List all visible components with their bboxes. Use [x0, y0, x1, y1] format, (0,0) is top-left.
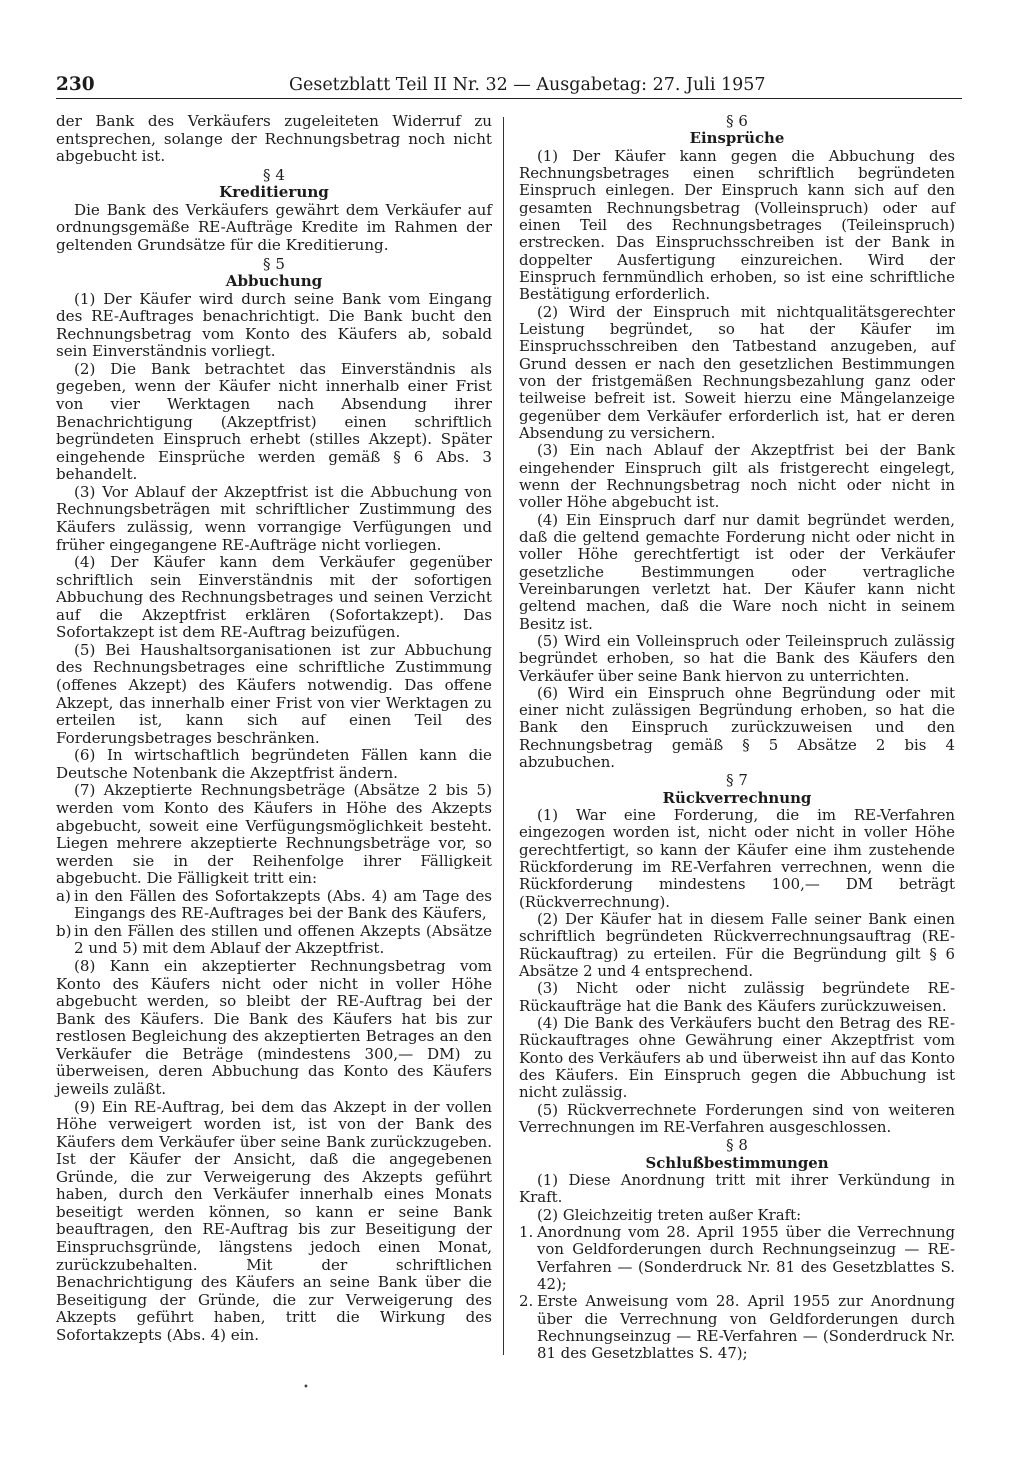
section-6-title: Einsprüche: [689, 129, 785, 148]
list-item: [519, 1293, 955, 1362]
list-item-label: b): [56, 921, 72, 940]
print-mark-dot: •: [303, 1382, 309, 1393]
section-8-number: § 8: [726, 1136, 748, 1155]
left-column: [56, 113, 492, 1344]
list-item-label: a): [56, 886, 71, 905]
page-header: [56, 72, 962, 99]
section-5-number: § 5: [263, 254, 285, 273]
section-5-paragraph-9: (9) Ein RE-Auftrag, bei dem das Akzept in der vollen Höhe verweigert worden ist, ist von der Bank des Käufers dem Verkäufer über seine Bank zurückzugeben. Ist der Käufer der Ansicht, daß die angegebenen Gründe, die zur Verweigerung des Akzepts geführt haben, durch den Verkäufer innerhalb eines Monats beseitigt werden können, so kann er seine Bank beauftragen, den RE-Auftrag bis zur Beseitigung der Einspruchsgründe, längstens jedoch einen Monat, zurückzubehalten. Mit der schriftlichen Benachrichtigung des Käufers an seine Bank über die Beseitigung der Gründe, die zur Verweigerung des Akzepts geführt haben, tritt die Wirkung des Sofortakzepts (Abs. 4) ein.: [56, 1097, 492, 1344]
section-8-item-list: [519, 1224, 955, 1363]
section-5-paragraph-2: (2) Die Bank betrachtet das Einverständnis als gegeben, wenn der Käufer nicht innerhalb einer Frist von vier Werktagen nach Absendung ihrer Benachrichtigung (Akzeptfrist) einen schriftlich begründeten Einspruch erhebt (stilles Akzept). Später eingehende Einsprüche werden gemäß § 6 Abs. 3 behandelt.: [56, 359, 492, 484]
column-divider: [503, 117, 504, 1355]
list-item-text: in den Fällen des Sofortakzepts (Abs. 4) am Tage des Eingangs des RE-Auftrages bei der Bank des Käufers,: [74, 886, 492, 923]
section-6-paragraph-3: (3) Ein nach Ablauf der Akzeptfrist bei der Bank eingehender Einspruch gilt als fristgerecht eingelegt, wenn der Rechnungsbetrag noch nicht oder nicht in voller Höhe abgebucht ist.: [519, 441, 955, 512]
section-6-paragraph-6: (6) Wird ein Einspruch ohne Begründung oder mit einer nicht zulässigen Begründung erhoben, so hat die Bank den Einspruch zurückzuweisen und den Rechnungsbetrag gemäß § 5 Absätze 2 bis 4 abzubuchen.: [519, 683, 955, 772]
list-item: [56, 923, 492, 958]
section-8-paragraph-1: (1) Diese Anordnung tritt mit ihrer Verkündung in Kraft.: [519, 1171, 955, 1207]
page-number: 230: [56, 74, 95, 95]
section-7-paragraph-2: (2) Der Käufer hat in diesem Falle seiner Bank einen schriftlich begründeten Rückverrechnungsauftrag (RE-Rückauftrag) zu erteilen. Für die Begründung gilt § 6 Absätze 2 und 4 entsprechend.: [519, 910, 955, 981]
section-5-paragraph-1: (1) Der Käufer wird durch seine Bank vom Eingang des RE-Auftrages benachrichtigt. Die Bank bucht den Rechnungsbetrag vom Konto des Käufers ab, sobald sein Einverständnis vorliegt.: [56, 289, 492, 361]
section-7-number: § 7: [726, 771, 748, 790]
section-7-paragraph-3: (3) Nicht oder nicht zulässig begründete RE-Rückaufträge hat die Bank des Käufers zurückzuweisen.: [519, 979, 955, 1015]
section-7-title: Rückverrechnung: [662, 788, 812, 807]
section-5-paragraph-5: (5) Bei Haushaltsorganisationen ist zur Abbuchung des Rechnungsbetrages eine schriftliche Zustimmung (offenes Akzept) des Käufers notwendig. Das offene Akzept, das innerhalb einer Frist von vier Werktagen zu erteilen ist, kann sich auf einen Teil des Forderungsbetrages beschränken.: [56, 640, 492, 747]
section-4-paragraph: Die Bank des Verkäufers gewährt dem Verkäufer auf ordnungsgemäße RE-Aufträge Kredite im Rahmen der geltenden Grundsätze für die Kreditierung.: [56, 200, 492, 254]
section-8-paragraph-2: (2) Gleichzeitig treten außer Kraft:: [537, 1205, 802, 1224]
list-item-label: 2.: [519, 1292, 534, 1311]
section-6-paragraph-5: (5) Wird ein Volleinspruch oder Teileinspruch zulässig begründet erhoben, so hat die Bank des Käufers den Verkäufer über seine Bank hiervon zu unterrichten.: [519, 631, 955, 685]
section-5-title: Abbuchung: [225, 272, 323, 291]
section-6-paragraph-2: (2) Wird der Einspruch mit nichtqualitätsgerechter Leistung begründet, so hat der Käufer im Einspruchsschreiben den Tatbestand anzugeben, auf Grund dessen er nach den gesetzlichen Bestimmungen von der fristgemäßen Rechnungsbezahlung ganz oder teilweise befreit ist. Soweit hierzu eine Mängelanzeige gegenüber dem Verkäufer erforderlich ist, hat er deren Absendung zu versichern.: [519, 302, 955, 442]
list-item-text: in den Fällen des stillen und offenen Akzepts (Absätze 2 und 5) mit dem Ablauf der Akzeptfrist.: [74, 921, 492, 958]
list-item-text: Anordnung vom 28. April 1955 über die Verrechnung von Geldforderungen durch Rechnungseinzug — RE-Verfahren — (Sonderdruck Nr. 81 des Gesetzblattes S. 42);: [537, 1223, 955, 1293]
section-5-paragraph-3: (3) Vor Ablauf der Akzeptfrist ist die Abbuchung von Rechnungsbeträgen mit schriftlicher Zustimmung des Käufers zulässig, wenn vorrangige Verfügungen und früher eingegangene RE-Aufträge nicht vorliegen.: [56, 482, 492, 554]
section-7-paragraph-4: (4) Die Bank des Verkäufers bucht den Betrag des RE-Rückauftrages ohne Gewährung einer Akzeptfrist vom Konto des Verkäufers ab und überweist ihn auf das Konto des Käufers. Ein Einspruch gegen die Abbuchung ist nicht zulässig.: [519, 1014, 955, 1102]
list-item-label: 1.: [519, 1223, 534, 1241]
section-5-paragraph-6: (6) In wirtschaftlich begründeten Fällen kann die Deutsche Notenbank die Akzeptfrist ändern.: [56, 746, 492, 782]
running-head: Gesetzblatt Teil II Nr. 32 — Ausgabetag: 27. Juli 1957: [289, 75, 766, 95]
section-5-paragraph-8: (8) Kann ein akzeptierter Rechnungsbetrag vom Konto des Käufers nicht oder nicht in voller Höhe abgebucht werden, so bleibt der RE-Auftrag bei der Bank des Käufers. Die Bank des Käufers hat bis zur restlosen Begleichung des akzeptierten Betrages an den Verkäufer die Beträge (mindestens 300,— DM) zu überweisen, deren Abbuchung das Konto des Käufers jeweils zuläßt.: [56, 957, 492, 1098]
continued-paragraph: der Bank des Verkäufers zugeleiteten Widerruf zu entsprechen, solange der Rechnungsbetrag noch nicht abgebucht ist.: [56, 112, 492, 166]
list-item-text: Erste Anweisung vom 28. April 1955 zur Anordnung über die Verrechnung von Geldforderungen durch Rechnungseinzug — RE-Verfahren — (Sonderdruck Nr. 81 des Gesetzblattes S. 47);: [537, 1292, 955, 1363]
section-5-item-list: [56, 888, 492, 958]
section-6-paragraph-4: (4) Ein Einspruch darf nur damit begründet werden, daß die geltend gemachte Forderung nicht oder nicht in voller Höhe gerechtfertigt ist oder der Verkäufer gesetzliche Bestimmungen oder vertragliche Vereinbarungen verletzt hat. Der Käufer kann nicht geltend machen, daß die Ware noch nicht in seinem Besitz ist.: [519, 510, 955, 633]
section-6-paragraph-1: (1) Der Käufer kann gegen die Abbuchung des Rechnungsbetrages einen schriftlich begründeten Einspruch einlegen. Der Einspruch kann sich auf den gesamten Rechnungsbetrag (Volleinspruch) oder auf einen Teil des Rechnungsbetrages (Teileinspruch) erstrecken. Das Einspruchsschreiben ist der Bank in doppelter Ausfertigung einzureichen. Wird der Einspruch fernmündlich erhoben, so ist eine schriftliche Bestätigung erforderlich.: [519, 146, 955, 304]
section-7-paragraph-1: (1) War eine Forderung, die im RE-Verfahren eingezogen worden ist, nicht oder nicht in voller Höhe gerechtfertigt, so kann der Käufer eine ihm zustehende Rückforderung im RE-Verfahren verrechnen, wenn die Rückforderung mindestens 100,— DM beträgt (Rückverrechnung).: [519, 806, 955, 911]
section-4-title: Kreditierung: [219, 183, 329, 202]
section-8-title: Schlußbestimmungen: [645, 1153, 829, 1172]
list-item: [56, 888, 492, 923]
section-5-paragraph-7: (7) Akzeptierte Rechnungsbeträge (Absätze 2 bis 5) werden vom Konto des Käufers in Höhe des Akzepts abgebucht, soweit eine Verfügungsmöglichkeit besteht. Liegen mehrere akzeptierte Rechnungsbeträge vor, so werden sie in der Reihenfolge ihrer Fälligkeit abgebucht. Die Fälligkeit tritt ein:: [56, 781, 492, 888]
right-column: [519, 113, 955, 1363]
section-5-paragraph-4: (4) Der Käufer kann dem Verkäufer gegenüber schriftlich sein Einverständnis mit der sofortigen Abbuchung des Rechnungsbetrages und seinen Verzicht auf die Akzeptfrist erklären (Sofortakzept). Das Sofortakzept ist dem RE-Auftrag beizufügen.: [56, 553, 492, 642]
list-item: [519, 1224, 955, 1293]
section-6-number: § 6: [726, 112, 748, 130]
section-7-paragraph-5: (5) Rückverrechnete Forderungen sind von weiteren Verrechnungen im RE-Verfahren ausgeschlossen.: [519, 1100, 955, 1137]
section-4-number: § 4: [263, 165, 285, 184]
